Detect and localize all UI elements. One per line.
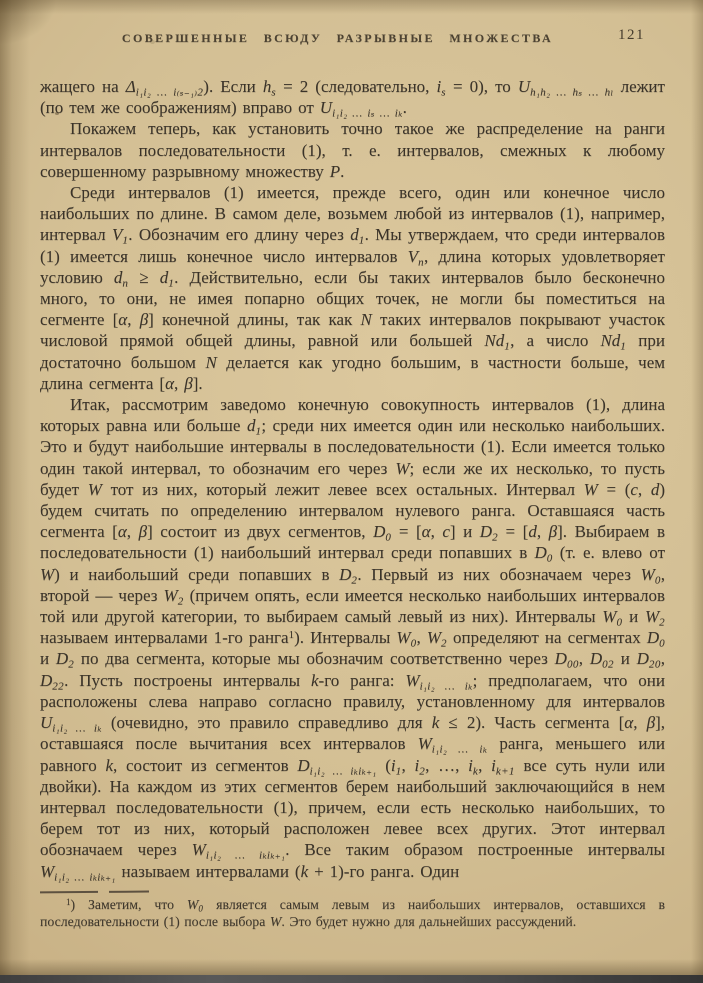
running-title: СОВЕРШЕННЫЕ ВСЮДУ РАЗРЫВНЫЕ МНОЖЕСТВА [121, 31, 554, 45]
math-token: W [405, 670, 420, 690]
math-token: 0 [198, 903, 204, 914]
math-token: i₁i₂ … iₖ [431, 743, 488, 756]
math-token: D [636, 649, 649, 669]
math-token: 1 [395, 765, 402, 777]
math-token: 2 [351, 574, 358, 587]
math-token: Nd [600, 331, 621, 351]
math-token: 1 [358, 234, 365, 247]
footnote-text: $^1$) Заметим, что $W_0$ является самым левым из наибольших интервалов, оставшихся в последовательности (1) после выбора W. Это будет нужно для дальнейших рассуждений. [40, 896, 665, 929]
math-token: D [297, 755, 310, 775]
math-token: 2 [177, 595, 184, 608]
paragraph-continuation: жащего на $\Delta_{i_1i_2 \dots i_{(s-1)}2}$). Если $h_s = 2$ (следовательно, $i_s = 0$), то $U_{h_1h_2 \dots h_s \dots h_l}$ лежит (по тем же соображениям) вправо от $U_{i_1i_2 \dots i_s \dots i_k}$. [40, 77, 665, 120]
math-token: N [205, 352, 217, 372]
math-token: k [300, 861, 309, 881]
math-token: i₁i₂ … iₛ … iₖ [332, 107, 403, 120]
math-token: U [40, 713, 53, 733]
math-token: 22 [52, 680, 65, 693]
math-token: 2 [441, 637, 447, 650]
math-token: n [122, 277, 129, 290]
page-header [0, 0, 703, 55]
math-token: W [640, 564, 655, 584]
math-token: P [329, 161, 341, 181]
math-token: D [479, 522, 493, 542]
math-token: W [269, 913, 282, 929]
math-token: k [105, 755, 113, 775]
math-token: W [417, 734, 432, 754]
math-token: 1 [168, 277, 175, 290]
math-token: W [602, 607, 617, 627]
page-body [40, 76, 665, 882]
math-token: α [118, 310, 128, 330]
math-token: W [40, 861, 55, 881]
math-token: d [528, 522, 537, 542]
footnote-rule-segment [109, 890, 149, 892]
math-token: W [191, 840, 206, 860]
math-token: h [262, 77, 272, 96]
math-token: d [650, 479, 660, 499]
math-token: β [139, 310, 149, 330]
math-token: W [87, 479, 102, 499]
math-token: W [163, 585, 178, 605]
math-token: α [165, 373, 175, 393]
math-token: k [431, 713, 440, 733]
math-token: 1 [66, 896, 71, 907]
math-token: 2 [492, 531, 498, 544]
math-token: α [117, 522, 127, 542]
paragraph-2: Покажем теперь, как установить точно такое же распределение на ранги интервалов последовательности (1), т. е. интервалов, смежных к любому совершенному разрывному множеству P. [40, 119, 665, 181]
math-token: i [436, 77, 442, 96]
math-token: β [646, 713, 656, 733]
math-token: W [40, 564, 55, 584]
math-token: d [113, 267, 123, 287]
math-token: W [426, 628, 441, 648]
math-token: D [373, 522, 386, 542]
math-token: d [246, 416, 256, 436]
math-token: 0 [659, 637, 665, 650]
math-token: D [55, 649, 69, 669]
math-token: Nd [484, 331, 505, 351]
math-token: 0 [616, 616, 623, 629]
math-token: i₁i₂ … iₖiₖ₊₁ [309, 765, 377, 777]
math-token: N [360, 310, 372, 330]
math-token: 0 [654, 574, 661, 587]
math-token: 1 [288, 629, 295, 642]
math-token: i [468, 755, 473, 775]
math-token: D [646, 628, 660, 648]
math-token: W [583, 479, 598, 499]
math-token: d [350, 225, 359, 245]
math-token: α [624, 713, 634, 733]
footnote-rule [40, 886, 703, 894]
math-token: 02 [602, 658, 614, 671]
math-token: 2 [659, 616, 666, 629]
math-token: β [138, 522, 148, 542]
scan-left-shadow [0, 0, 30, 983]
math-token: D [554, 649, 567, 669]
math-token: W [396, 628, 411, 648]
page-number: 121 [618, 27, 645, 43]
math-token: 2 [419, 765, 426, 777]
scanner-edge-strip [0, 975, 703, 983]
math-token: Δ [125, 77, 136, 96]
math-token: U [517, 77, 531, 96]
math-token: h₁h₂ … hₛ … hₗ [530, 86, 614, 99]
scan-right-shadow [691, 0, 703, 983]
math-token: W [644, 607, 660, 627]
math-token: W [186, 896, 199, 912]
math-token: c [442, 522, 450, 542]
footnote-rule-segment [40, 891, 98, 893]
math-token: k [310, 670, 319, 690]
math-token: i₁i₂ … iₖ [419, 680, 473, 693]
math-token: U [319, 98, 333, 118]
paragraph-3: Среди интервалов (1) имеется, прежде всего, один или конечное число наибольших по длине. В самом деле, возьмем любой из интервалов (1), например, интервал $V_1$. Обозначим его длину через $d_1$. Мы утверждаем, что среди интервалов (1) имеется лишь конечное число интервалов $V_n$, длина которых удовлетворяет условию $d_n \ge d_1$. Действительно, если бы таких интервалов было бесконечно много, то они, не имея попарно общих точек, не могли бы поместиться на сегменте [α, β] конечной длины, так как N таких интервалов покрывают участок числовой прямой общей длины, равной или большей $Nd_1$, а число $Nd_1$ при достаточно большом N делается как угодно большим, в частности больше, чем длина сегмента [α, β]. [40, 183, 666, 393]
math-token: D [589, 649, 603, 669]
math-token: 0 [410, 637, 417, 650]
math-token: 20 [648, 658, 661, 671]
math-token: k+1 [495, 765, 515, 777]
math-token: 1 [255, 425, 262, 438]
math-token: s [441, 86, 446, 99]
math-token: n [418, 256, 424, 269]
math-token: 0 [385, 531, 392, 544]
scan-bottom-shadow [0, 959, 703, 975]
math-token: 1 [504, 340, 511, 353]
math-token: s [271, 86, 277, 99]
math-token: V [407, 246, 419, 266]
math-token: d [159, 267, 169, 287]
math-token: i₁i₂ … i₍ₛ₋₁₎2 [135, 86, 204, 99]
math-token: 2 [68, 658, 75, 671]
paper-speck [55, 112, 59, 115]
math-token: V [111, 225, 123, 245]
math-token: D [40, 670, 53, 690]
math-token: i₁i₂ … iₖiₖ₊₁ [54, 871, 116, 884]
math-token: 1 [122, 234, 129, 247]
math-token: i [390, 755, 396, 775]
math-token: i [491, 755, 496, 775]
math-token: i₁i₂ … iₖiₖ₊₁ [205, 849, 286, 862]
math-token: 1 [620, 340, 627, 353]
math-token: 00 [566, 658, 579, 671]
math-token: 0 [546, 552, 553, 565]
math-token: W [395, 458, 410, 478]
math-token: i [414, 755, 420, 775]
math-token: c [630, 479, 638, 499]
math-token: β [548, 522, 558, 542]
math-token: D [534, 543, 547, 563]
math-token: β [184, 373, 193, 393]
math-token: α [421, 522, 431, 542]
math-token: D [339, 564, 352, 584]
math-token: i₁i₂ … iₖ [52, 722, 102, 735]
paragraph-4: Итак, рассмотрим заведомо конечную совокупность интервалов (1), длина которых равна или больше $d_1$; среди них имеется один или несколько наибольших. Это и будут наибольшие интервалы в последовательности (1). Если имеется только один такой интервал, то обозначим его через W; если же их несколько, то пусть будет W тот из них, который лежит левее всех остальных. Интервал W = (c, d) будем считать по определению интервалом нулевого ранга. Оставшаяся часть сегмента [α, β] состоит из двух сегментов, $D_0 = [\alpha$, c] и $D_2 = [d$, β]. Выбираем в последовательности (1) наибольший интервал среди попавших в $D_0$ (т. е. влево от W) и наибольший среди попавших в $D_2$. Первый из них обозначаем через $W_0$, второй — через $W_2$ (причем опять, если имеется несколько наибольших интервалов той или другой категории, то выбираем самый левый из них). Интервалы $W_0$ и $W_2$ называем интервалами 1-го ранга$^1$). Интервалы $W_0$, $W_2$ определяют на сегментах $D_0$ и $D_2$ по два сегмента, которые мы обозначим соответственно через $D_{00}$, $D_{02}$ и $D_{20}$, $D_{22}$. Пусть построены интервалы k-го ранга: $W_{i_1i_2 \dots i_k}$; предполагаем, что они расположены слева направо согласно правилу, установленному для интервалов $U_{i_1i_2 \dots i_k}$ (очевидно, это правило справедливо для k ≤ 2). Часть сегмента [α, β], оставшаяся после вычитания всех интервалов $W_{i_1i_2 \dots i_k}$ ранга, меньшего или равного k, состоит из сегментов $D_{i_1i_2 \dots i_ki_{k+1}}$ ($i_1$, $i_2$, …, $i_k$, $i_{k+1}$ все суть нули или двойки). На каждом из этих сегментов берем наибольший заключающийся в нем интервал последовательности (1), причем, если есть несколько наибольших, то берем тот из них, который расположен левее всех других. Этот интервал обозначаем через $W_{i_1i_2 \dots i_ki_{k+1}}$. Все таким образом построенные интервалы $W_{i_1i_2 \dots i_ki_{k+1}}$ называем интервалами (k + 1)-го ранга. Один [40, 395, 666, 884]
math-token: k [472, 765, 479, 777]
